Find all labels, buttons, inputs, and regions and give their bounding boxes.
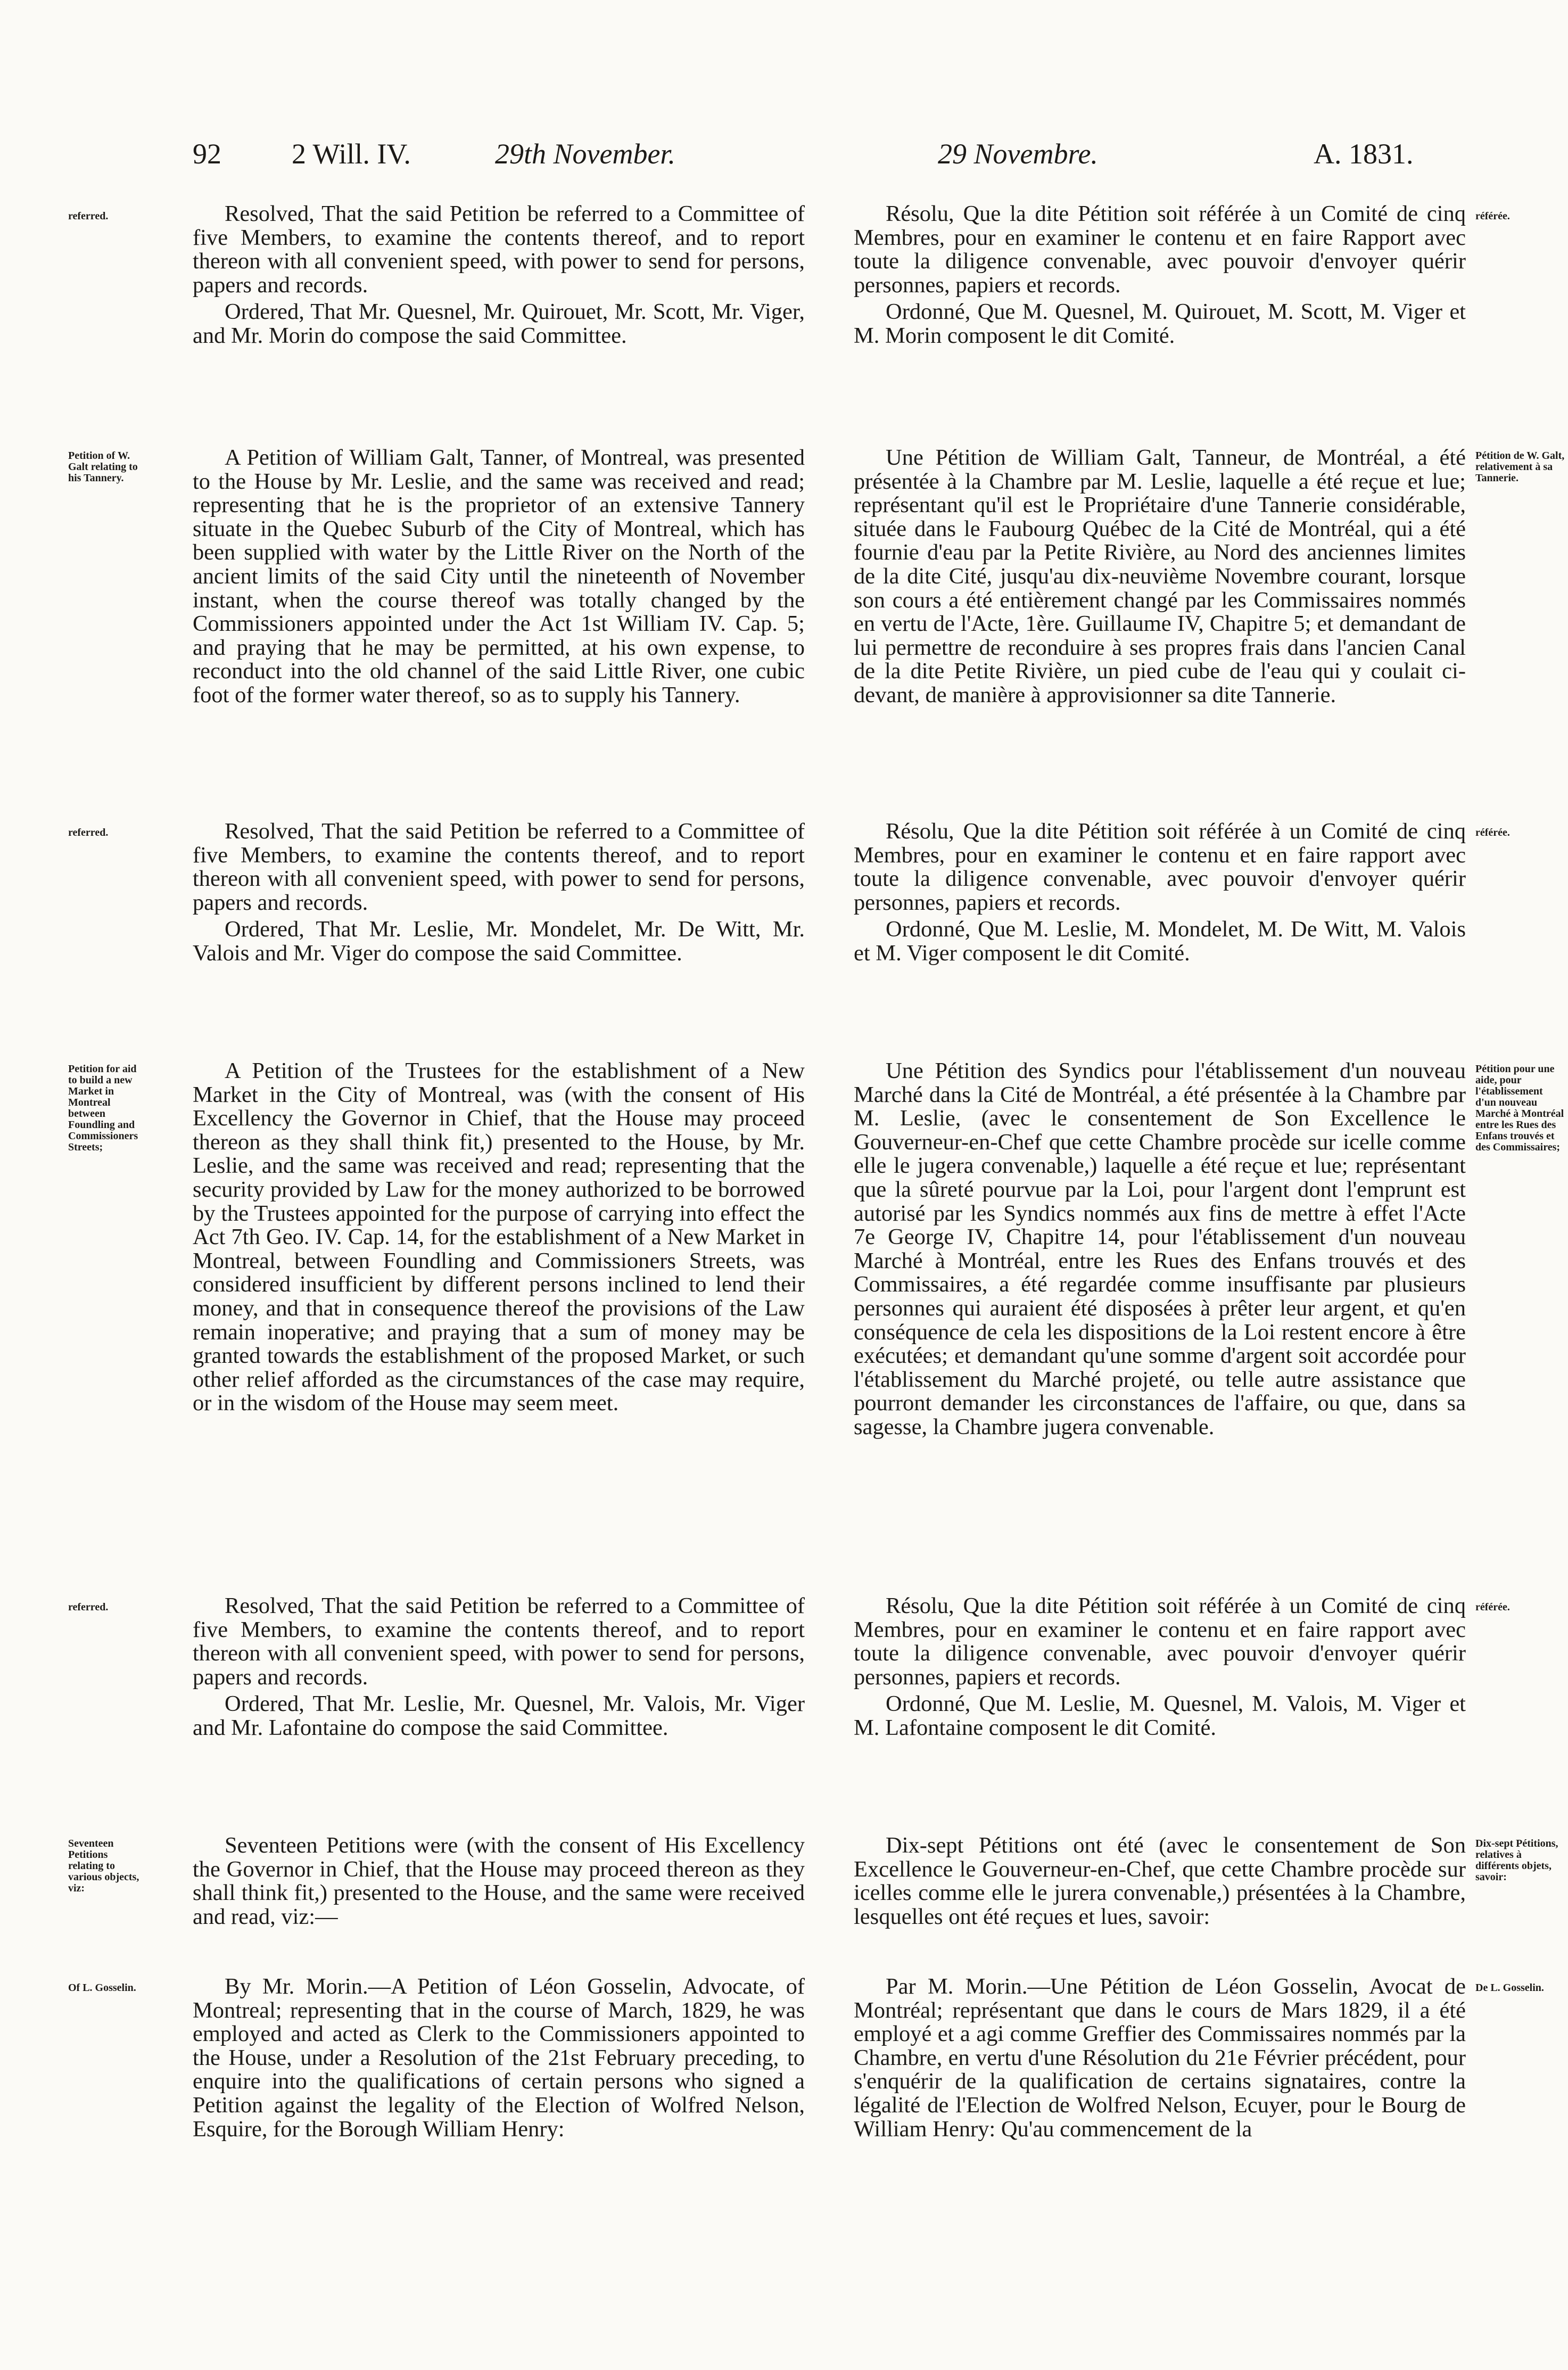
english-column — [193, 1834, 805, 1929]
margin-note-left: Of L. Gosselin. — [68, 1982, 136, 1994]
french-column — [854, 1594, 1466, 1740]
french-paragraph: Résolu, Que la dite Pétition soit référée à un Comité de cinq Membres, pour en examiner le contenu et en faire Rapport avec toute la diligence convenable, avec pouvoir d'envoyer quérir personnes, papiers et records. — [854, 201, 1466, 298]
english-column — [193, 820, 805, 966]
margin-note-right: De L. Gosselin. — [1475, 1982, 1544, 1994]
french-column — [854, 1834, 1466, 1929]
french-paragraph: Une Pétition des Syndics pour l'établissement d'un nouveau Marché dans la Cité de Montréal, a été présentée à la Chambre par M. Leslie, (avec le consentement de Son Excellence le Gouverneur-en-Chef que cette Chambre procède sur icelle comme elle le jugera convenable,) laquelle a été reçue et lue; représentant que la sûreté pourvue par la Loi, pour l'argent dont l'emprunt est autorisé par les Syndics nommés aux fins de mettre à effet l'Acte 7e George IV, Chapitre 14, pour l'établissement d'un nouveau Marché à Montréal, entre les Rues des Enfans trouvés et des Commissaires, a été regardée comme insuffisante par plusieurs personnes qui auraient été disposées à prêter leur argent, et qu'en conséquence de cela les dispositions de la Loi restent encore à être exécutées; et demandant qu'une somme d'argent soit accordée pour l'établissement du Marché projeté, ou telle autre assistance que pourront demander les circonstances de l'affaire, ou que, dans sa sagesse, la Chambre jugera convenable. — [854, 1058, 1466, 1439]
french-column — [854, 202, 1466, 348]
margin-note-right: Dix-sept Pétitions, relatives à différents objets, savoir: — [1475, 1838, 1558, 1883]
french-paragraph: Par M. Morin.—Une Pétition de Léon Gosselin, Avocat de Montréal; représentant que dans le cours de Mars 1829, il a été employé et a agi comme Greffier des Commissaires nommés par la Chambre, en vertu d'une Résolution du 21e Février précédent, pour s'enquérir de la qualification de certains signataires, contre la légalité de l'Election de Wolfred Nelson, Ecuyer, pour le Bourg de William Henry: Qu'au commencement de la — [854, 1974, 1466, 2142]
french-paragraph: Dix-sept Pétitions ont été (avec le consentement de Son Excellence le Gouverneur-en-Chef, que cette Chambre procède sur icelles comme elle le jurera convenable,) présentées à la Chambre, lesquelles ont été reçues et lues, savoir: — [854, 1833, 1466, 1929]
english-paragraph: A Petition of William Galt, Tanner, of Montreal, was presented to the House by Mr. Leslie, and the same was received and read; representing that he is the proprietor of an extensive Tannery situate in the Quebec Suburb of the City of Montreal, which has been supplied with water by the Little River on the North of the ancient limits of the said City until the nineteenth of November instant, when the course thereof was totally changed by the Commissioners appointed under the Act 1st William IV. Cap. 5; and praying that he may be permitted, at his own expense, to reconduct into the old channel of the said Little River, one cubic foot of the former water thereof, so as to supply his Tannery. — [193, 445, 805, 707]
english-paragraph: Ordered, That Mr. Leslie, Mr. Mondelet, Mr. De Witt, Mr. Valois and Mr. Viger do compose the said Committee. — [193, 917, 805, 966]
french-paragraph: Résolu, Que la dite Pétition soit référée à un Comité de cinq Membres, pour en examiner le contenu et en faire rapport avec toute la diligence convenable, avec pouvoir d'envoyer quérir personnes, papiers et records. — [854, 819, 1466, 915]
english-paragraph: By Mr. Morin.—A Petition of Léon Gosselin, Advocate, of Montreal; representing that in the course of March, 1829, he was employed and acted as Clerk to the Commissioners appointed to the House, under a Resolution of the 21st February preceding, to enquire into the qualifications of certain persons who signed a Petition against the legality of the Election of Wolfred Nelson, Esquire, for the Borough William Henry: — [193, 1974, 805, 2142]
english-paragraph: Resolved, That the said Petition be referred to a Committee of five Members, to examine the contents thereof, and to report thereon with all convenient speed, with power to send for persons, papers and records. — [193, 201, 805, 298]
margin-note-right: référée. — [1475, 827, 1510, 838]
french-column — [854, 1059, 1466, 1439]
english-paragraph: Ordered, That Mr. Leslie, Mr. Quesnel, Mr. Valois, Mr. Viger and Mr. Lafontaine do compose the said Committee. — [193, 1691, 805, 1740]
french-column — [854, 820, 1466, 966]
english-column — [193, 1975, 805, 2141]
date-english: 29th November. — [495, 138, 675, 170]
margin-note-left: Petition for aid to build a new Market in Montreal between Foundling and Commissioners Streets; — [68, 1063, 138, 1153]
page-header — [0, 137, 1568, 175]
french-column — [854, 1975, 1466, 2141]
french-paragraph: Ordonné, Que M. Leslie, M. Mondelet, M. De Witt, M. Valois et M. Viger composent le dit Comité. — [854, 917, 1466, 966]
year-label: A. 1831. — [1314, 138, 1414, 170]
english-column — [193, 1594, 805, 1740]
margin-note-right: Pétition pour une aide, pour l'établissement d'un nouveau Marché à Montréal entre les Rues des Enfans trouvés et des Commissaires; — [1475, 1063, 1564, 1153]
french-column — [854, 446, 1466, 707]
english-column — [193, 446, 805, 707]
margin-note-left: Petition of W. Galt relating to his Tannery. — [68, 450, 138, 484]
margin-note-right: Pétition de W. Galt, relativement à sa Tannerie. — [1475, 450, 1565, 484]
french-paragraph: Une Pétition de William Galt, Tanneur, de Montréal, a été présentée à la Chambre par M. Leslie, laquelle a été reçue et lue; représentant qu'il est le Propriétaire d'une Tannerie considérable, située dans le Faubourg Québec de la Cité de Montréal, qui a été fournie d'eau par la Petite Rivière, au Nord des anciennes limites de la dite Cité, jusqu'au dix-neuvième Novembre courant, lorsque son cours a été entièrement changé par les Commissaires nommés en vertu de l'Acte, 1ère. Guillaume IV, Chapitre 5; et demandant de lui permettre de reconduire à ses propres frais dans l'ancien Canal de la dite Petite Rivière, un pied cube de l'eau qui y coulait ci-devant, de manière à approvisionner sa dite Tannerie. — [854, 445, 1466, 707]
margin-note-left: referred. — [68, 1601, 109, 1613]
margin-note-left: referred. — [68, 827, 109, 838]
english-column — [193, 202, 805, 348]
margin-note-right: référée. — [1475, 1601, 1510, 1613]
french-paragraph: Ordonné, Que M. Quesnel, M. Quirouet, M. Scott, M. Viger et M. Morin composent le dit Comité. — [854, 299, 1466, 348]
french-paragraph: Résolu, Que la dite Pétition soit référée à un Comité de cinq Membres, pour en examiner le contenu et en faire rapport avec toute la diligence convenable, avec pouvoir d'envoyer quérir personnes, papiers et records. — [854, 1593, 1466, 1690]
margin-note-left: referred. — [68, 210, 109, 222]
english-paragraph: Seventeen Petitions were (with the consent of His Excellency the Governor in Chief, that the House may proceed thereon as they shall think fit,) presented to the House, and the same were received and read, viz:— — [193, 1833, 805, 1929]
english-column — [193, 1059, 805, 1416]
english-paragraph: Ordered, That Mr. Quesnel, Mr. Quirouet, Mr. Scott, Mr. Viger, and Mr. Morin do compose the said Committee. — [193, 299, 805, 348]
english-paragraph: A Petition of the Trustees for the establishment of a New Market in the City of Montreal, was (with the consent of His Excellency the Governor in Chief, that the House may proceed thereon as they shall think fit,) presented to the House, by Mr. Leslie, and the same was received and read; representing that the security provided by Law for the money authorized to be borrowed by the Trustees appointed for the purpose of carrying into effect the Act 7th Geo. IV. Cap. 14, for the establishment of a New Market in Montreal, between Foundling and Commissioners Streets, was considered insufficient by different persons inclined to lend their money, and that in consequence thereof the provisions of the Law remain inoperative; and praying that a sum of money may be granted towards the establishment of the proposed Market, or such other relief afforded as the circumstances of the case may require, or in the wisdom of the House may seem meet. — [193, 1058, 805, 1416]
margin-note-left: Seventeen Petitions relating to various objects, viz: — [68, 1838, 139, 1894]
date-french: 29 Novembre. — [938, 138, 1098, 170]
page-number: 92 — [193, 138, 221, 170]
margin-note-right: référée. — [1475, 210, 1510, 222]
english-paragraph: Resolved, That the said Petition be referred to a Committee of five Members, to examine the contents thereof, and to report thereon with all convenient speed, with power to send for persons, papers and records. — [193, 819, 805, 915]
english-paragraph: Resolved, That the said Petition be referred to a Committee of five Members, to examine the contents thereof, and to report thereon with all convenient speed, with power to send for persons, papers and records. — [193, 1593, 805, 1690]
french-paragraph: Ordonné, Que M. Leslie, M. Quesnel, M. Valois, M. Viger et M. Lafontaine composent le dit Comité. — [854, 1691, 1466, 1740]
reign-label: 2 Will. IV. — [292, 138, 411, 170]
